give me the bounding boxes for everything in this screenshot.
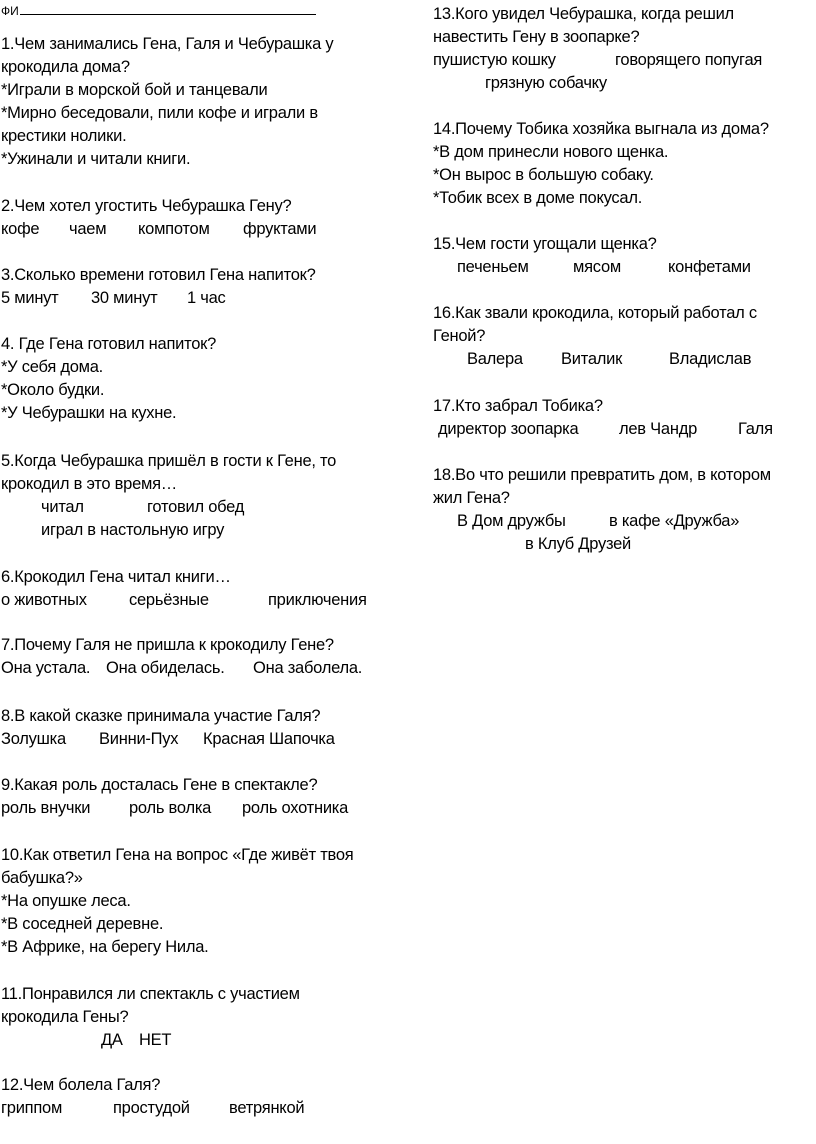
- answer-option: играл в настольную игру: [41, 521, 225, 539]
- answer-option: чаем: [69, 220, 107, 238]
- question-text: 9.Какая роль досталась Гене в спектакле?: [1, 776, 318, 794]
- question-text: 12.Чем болела Галя?: [1, 1076, 161, 1094]
- answer-option: Владислав: [669, 350, 752, 368]
- question-text: 10.Как ответил Гена на вопрос «Где живёт твоя: [1, 846, 354, 864]
- answer-option: пушистую кошку: [433, 51, 556, 69]
- question-text: 6.Крокодил Гена читал книги…: [1, 568, 231, 586]
- answer-option-continued: крестики нолики.: [1, 127, 127, 145]
- answer-option: гриппом: [1, 1099, 63, 1117]
- question-text: бабушка?»: [1, 869, 83, 887]
- answer-option: Виталик: [561, 350, 623, 368]
- question-text: крокодила дома?: [1, 58, 130, 76]
- answer-option: *В дом принесли нового щенка.: [433, 143, 669, 161]
- answer-option: Красная Шапочка: [203, 730, 335, 748]
- answer-option: *Около будки.: [1, 381, 105, 399]
- answer-option: конфетами: [668, 258, 751, 276]
- answer-option: роль внучки: [1, 799, 91, 817]
- answer-option: Золушка: [1, 730, 66, 748]
- question-text: 3.Сколько времени готовил Гена напиток?: [1, 266, 316, 284]
- answer-option: *В соседней деревне.: [1, 915, 164, 933]
- name-label: ФИ: [1, 4, 19, 18]
- question-text: 16.Как звали крокодила, который работал с: [433, 304, 757, 322]
- answer-option: *У Чебурашки на кухне.: [1, 404, 177, 422]
- answer-option: *Ужинали и читали книги.: [1, 150, 191, 168]
- answer-option: Она обиделась.: [106, 659, 225, 677]
- question-text: жил Гена?: [433, 489, 510, 507]
- answer-option: печеньем: [457, 258, 529, 276]
- answer-option: 30 минут: [91, 289, 158, 307]
- answer-option: НЕТ: [139, 1031, 172, 1049]
- answer-option: Галя: [738, 420, 773, 438]
- question-text: 8.В какой сказке принимала участие Галя?: [1, 707, 321, 725]
- answer-option: Она устала.: [1, 659, 91, 677]
- answer-option: лев Чандр: [619, 420, 697, 438]
- answer-option: *Он вырос в большую собаку.: [433, 166, 654, 184]
- question-text: 18.Во что решили превратить дом, в котором: [433, 466, 771, 484]
- answer-option: о животных: [1, 591, 87, 609]
- answer-option: ДА: [101, 1031, 123, 1049]
- question-text: 5.Когда Чебурашка пришёл в гости к Гене, то: [1, 452, 337, 470]
- answer-option: *В Африке, на берегу Нила.: [1, 938, 209, 956]
- answer-option: ветрянкой: [229, 1099, 305, 1117]
- answer-option: *У себя дома.: [1, 358, 103, 376]
- answer-option: читал: [41, 498, 84, 516]
- question-text: 17.Кто забрал Тобика?: [433, 397, 603, 415]
- question-text: 13.Кого увидел Чебурашка, когда решил: [433, 5, 734, 23]
- answer-option: готовил обед: [147, 498, 245, 516]
- answer-option: грязную собачку: [485, 74, 607, 92]
- answer-option: кофе: [1, 220, 40, 238]
- answer-option: *Играли в морской бой и танцевали: [1, 81, 268, 99]
- question-text: 7.Почему Галя не пришла к крокодилу Гене?: [1, 636, 334, 654]
- question-text: 11.Понравился ли спектакль с участием: [1, 985, 300, 1003]
- answer-option: 5 минут: [1, 289, 59, 307]
- answer-option: фруктами: [243, 220, 317, 238]
- answer-option: *На опушке леса.: [1, 892, 131, 910]
- answer-option: Она заболела.: [253, 659, 363, 677]
- answer-option: В Дом дружбы: [457, 512, 566, 530]
- question-text: 4. Где Гена готовил напиток?: [1, 335, 217, 353]
- question-text: навестить Гену в зоопарке?: [433, 28, 640, 46]
- answer-option: Винни-Пух: [99, 730, 179, 748]
- name-blank-line: [20, 2, 316, 15]
- question-text: крокодила Гены?: [1, 1008, 129, 1026]
- question-text: крокодил в это время…: [1, 475, 178, 493]
- question-text: 14.Почему Тобика хозяйка выгнала из дома?: [433, 120, 769, 138]
- answer-option: 1 час: [187, 289, 226, 307]
- answer-option: Валера: [467, 350, 523, 368]
- answer-option: серьёзные: [129, 591, 209, 609]
- question-text: 1.Чем занимались Гена, Галя и Чебурашка у: [1, 35, 334, 53]
- name-field: [1, 2, 316, 19]
- answer-option: простудой: [113, 1099, 190, 1117]
- answer-option: роль охотника: [242, 799, 349, 817]
- answer-option: компотом: [138, 220, 210, 238]
- answer-option: приключения: [268, 591, 367, 609]
- answer-option: *Мирно беседовали, пили кофе и играли в: [1, 104, 318, 122]
- answer-option: говорящего попугая: [615, 51, 763, 69]
- answer-option: мясом: [573, 258, 621, 276]
- answer-option: *Тобик всех в доме покусал.: [433, 189, 643, 207]
- answer-option: директор зоопарка: [438, 420, 579, 438]
- answer-option: роль волка: [129, 799, 212, 817]
- question-text: Геной?: [433, 327, 486, 345]
- question-text: 2.Чем хотел угостить Чебурашка Гену?: [1, 197, 292, 215]
- answer-option: в кафе «Дружба»: [609, 512, 740, 530]
- answer-option: в Клуб Друзей: [525, 535, 631, 553]
- question-text: 15.Чем гости угощали щенка?: [433, 235, 657, 253]
